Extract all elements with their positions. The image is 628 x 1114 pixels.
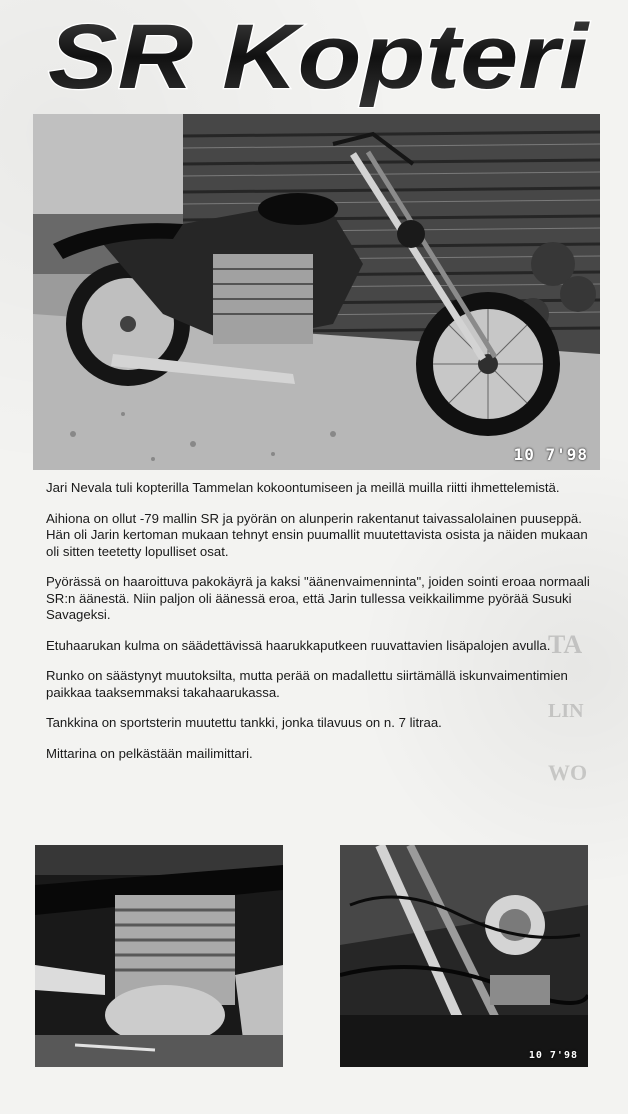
article-paragraph: Tankkina on sportsterin muutettu tankki, jonka tilavuus on n. 7 litraa.	[46, 715, 442, 730]
photo-date-stamp: 10 7'98	[513, 445, 588, 464]
article-paragraph: Jari Nevala tuli kopterilla Tammelan kokoontumiseen ja meillä muilla riitti ihmettelemistä.	[46, 480, 560, 495]
bleed-through-text: WO	[548, 760, 588, 785]
bleed-through-text: TA	[548, 630, 583, 659]
article-paragraph: Etuhaarukan kulma on säädettävissä haarukkaputkeen ruuvattavien lisäpalojen avulla.	[46, 637, 551, 653]
article-paragraph: Aihiona on ollut -79 mallin SR ja pyörän on alunperin rakentanut taivassalolainen puuseppä. Hän oli Jarin kertoman mukaan tehnyt ensin puumallit muutettavista osista ja näiden mukaan oli sitten teetetty lopulliset osat.	[46, 510, 588, 559]
photo-date-stamp: 10 7'98	[528, 1050, 578, 1061]
headlight-photo	[340, 845, 588, 1067]
page-title	[0, 0, 628, 108]
bleed-through-text: LIN	[548, 700, 584, 722]
article-paragraph: Runko on säästynyt muutoksilta, mutta perää on madallettu siirtämällä iskunvaimentimien paikkaa taaksemmaksi takahaarukassa.	[46, 668, 568, 700]
article-paragraph: Mittarina on pelkästään mailimittari.	[46, 745, 253, 761]
article-body	[46, 480, 596, 776]
article-paragraph: Pyörässä on haaroittuva pakokäyrä ja kaksi "äänenvaimenninta", joiden sointi eroaa normaali SR:n äänestä. Niin paljon oli äänessä eroa, että Jarin tullessa veikkailimme pyörää Susuki Savageksi.	[46, 574, 590, 622]
engine-photo	[35, 845, 283, 1067]
title-graphic	[0, 0, 628, 108]
title-text: SR Kopteri	[48, 6, 591, 108]
main-photo	[33, 114, 600, 470]
